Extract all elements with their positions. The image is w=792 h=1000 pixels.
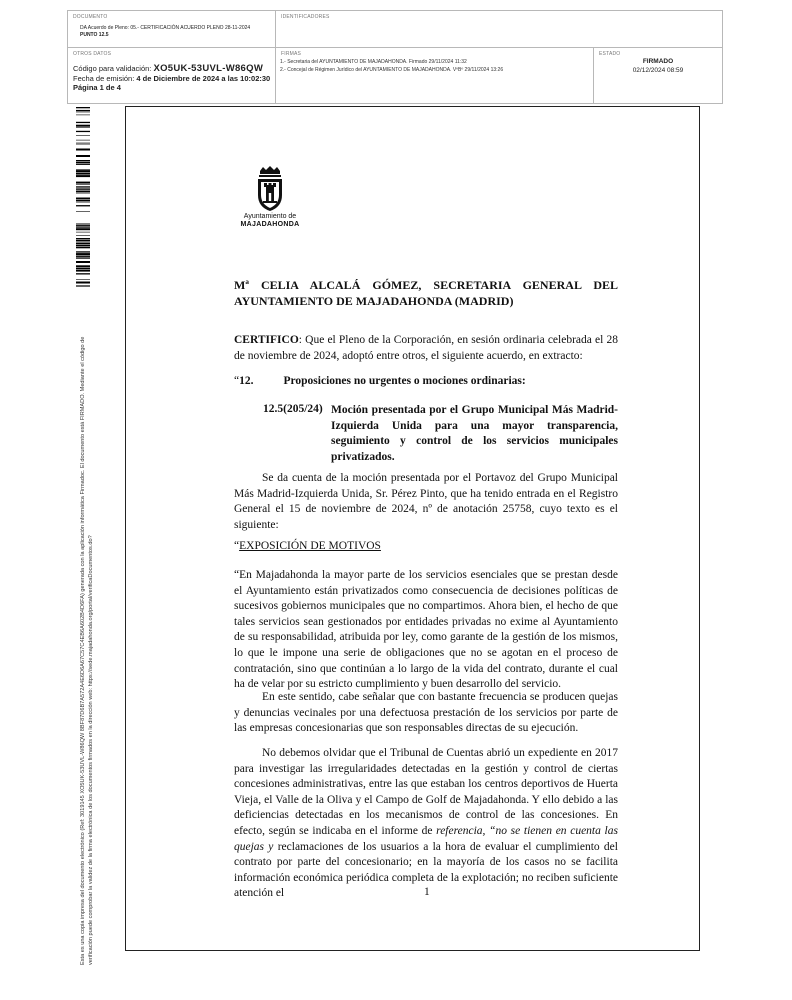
estado-cell (594, 47, 722, 103)
otros-datos-cell (68, 47, 276, 103)
otros-datos-label: OTROS DATOS (73, 51, 112, 57)
signature-header-table (67, 10, 723, 104)
section-title-text: EXPOSICIÓN DE MOTIVOS (239, 540, 381, 552)
validation-code: XO5UK-53UVL-W86QW (153, 63, 264, 74)
subitem-number: 12.5(205/24) (263, 403, 323, 415)
section-title (234, 540, 381, 552)
side-text-line-2: verificación puede comprobar la validez de la firma electrónica de los documentos firmados en la dirección web: https://sede.majadahonda.org/portal/verificaDocumentos.do? (87, 535, 94, 965)
coat-of-arms-icon (252, 165, 288, 213)
paragraph-3-part-b: reclamaciones de los usuarios a la hora de evaluar el cumplimiento del contrato por parte del concesionario; en la mayoría de los casos no se facilita información económica periódica completa de la explotación; no reciben suficiente atención el (234, 840, 618, 900)
section-open-quote: “ (234, 540, 240, 552)
document-heading: Mª CELIA ALCALÁ GÓMEZ, SECRETARIA GENERAL DEL AYUNTAMIENTO DE MAJADAHONDA (MADRID) (234, 278, 618, 308)
firma-2: 2.- Concejal de Régimen Jurídico del AYUNTAMIENTO DE MAJADAHONDA. VºBº 29/11/2024 13:26 (280, 67, 504, 73)
agenda-item-12 (234, 375, 526, 387)
side-text-line-1: Esta es una copia impresa del documento electrónico (Ref: 3019145 XO5UK-53UVL-W86QW 8BF87D6B7A572A4E6D6A67C57C4EB6A602B4D6FA) generada con la aplicación informática Firmadoc. El documento está FIRMADO. Mediante el código de (80, 336, 86, 965)
firmas-cell (276, 47, 594, 103)
certifico-text: : Que el Pleno de la Corporación, en sesión ordinaria celebrada el 28 de noviembre de 2024, adoptó entre otros, el siguiente acuerdo, en extracto: (234, 334, 618, 362)
ayuntamiento-logo (225, 165, 315, 229)
validation-prefix: Código para validación: (73, 64, 154, 73)
paragraph-3-italic: referencia, “no se tienen en cuenta las quejas y (234, 824, 618, 853)
firmas-label: FIRMAS (281, 51, 302, 57)
certifico-paragraph (234, 333, 618, 364)
firma-1: 1.- Secretaria del AYUNTAMIENTO DE MAJADAHONDA. Firmado 29/11/2024 11:32 (280, 59, 467, 65)
estado-date: 02/12/2024 08:59 (632, 67, 684, 74)
validation-block (73, 64, 270, 93)
paragraph-3-part-a: No debemos olvidar que el Tribunal de Cuentas abrió un expediente en 2017 para investigar las irregularidades detectadas en la gestión y control de ciertas concesiones administrativas, entre las que estaban los centros deportivos de Huerta Vieja, el Valle de la Oliva y el Campo de Golf de Majadahonda. Y ello debido a las deficiencias detectadas en los mecanismos de control de las concesiones. En efecto, según se indicaba en el informe de (234, 747, 618, 837)
documento-line-2: PUNTO 12.5 (80, 32, 109, 38)
validation-barcode (76, 107, 90, 287)
certifico-label: CERTIFICO (234, 334, 299, 346)
paragraph-3 (234, 746, 618, 902)
page-info: Página 1 de 4 (73, 83, 121, 92)
paragraph-2: En este sentido, cabe señalar que con bastante frecuencia se producen quejas y denuncias vecinales por una defectuosa prestación de los servicios por parte de las empresas concesionarias que son responsables directas de su ejecución. (234, 691, 618, 735)
item-open-quote: “ (234, 375, 240, 387)
identificadores-cell (276, 11, 722, 47)
estado-value: FIRMADO (642, 58, 674, 65)
item-title: Proposiciones no urgentes o mociones ordinarias: (283, 375, 526, 387)
subitem-title: Moción presentada por el Grupo Municipal Más Madrid-Izquierda Unida para una mayor transparencia, seguimiento y control de los servicios municipales privatizados. (331, 404, 618, 463)
paragraph-1: “En Majadahonda la mayor parte de los servicios esenciales que se prestan desde el Ayuntamiento están privatizados como consecuencia de decisiones políticas de sucesivos gobiernos municipales que no compartimos. Ahora bien, el hecho de que tales servicios sean gestionados por entidades privadas no exime al Ayuntamiento de su responsabilidad, atribuida por ley, como garante de la gestión de los mismos, lo que le impone una serie de obligaciones que no se agotan en el proceso de contratación, sino que continúan a lo largo de la vida del contrato, durante el cual ha de velar por su estricto cumplimiento y buen desarrollo del servicio. (234, 569, 618, 691)
identificadores-label: IDENTIFICADORES (281, 14, 330, 20)
documento-line-1: DA Acuerdo de Pleno: 05.- CERTIFICACIÓN ACUERDO PLENO 28-11-2024 (80, 25, 251, 31)
emission-date: 4 de Diciembre de 2024 a las 10:02:30 (136, 73, 271, 83)
logo-text-line-1: Ayuntamiento de (243, 213, 297, 220)
documento-label: DOCUMENTO (73, 14, 108, 20)
documento-cell (68, 11, 276, 47)
emission-prefix: Fecha de emisión: (73, 73, 137, 83)
estado-label: ESTADO (599, 51, 621, 57)
page-number: 1 (424, 886, 430, 898)
item-number: 12. (239, 375, 254, 387)
logo-text-line-2: MAJADAHONDA (240, 221, 300, 228)
verification-side-text (80, 305, 95, 965)
mocion-paragraph: Se da cuenta de la moción presentada por el Portavoz del Grupo Municipal Más Madrid-Izquierda Unida, Sr. Pérez Pinto, que ha tenido entrada en el Registro General el 15 de noviembre de 2024, nº de anotación 25758, cuyo texto es el siguiente: (234, 472, 618, 531)
